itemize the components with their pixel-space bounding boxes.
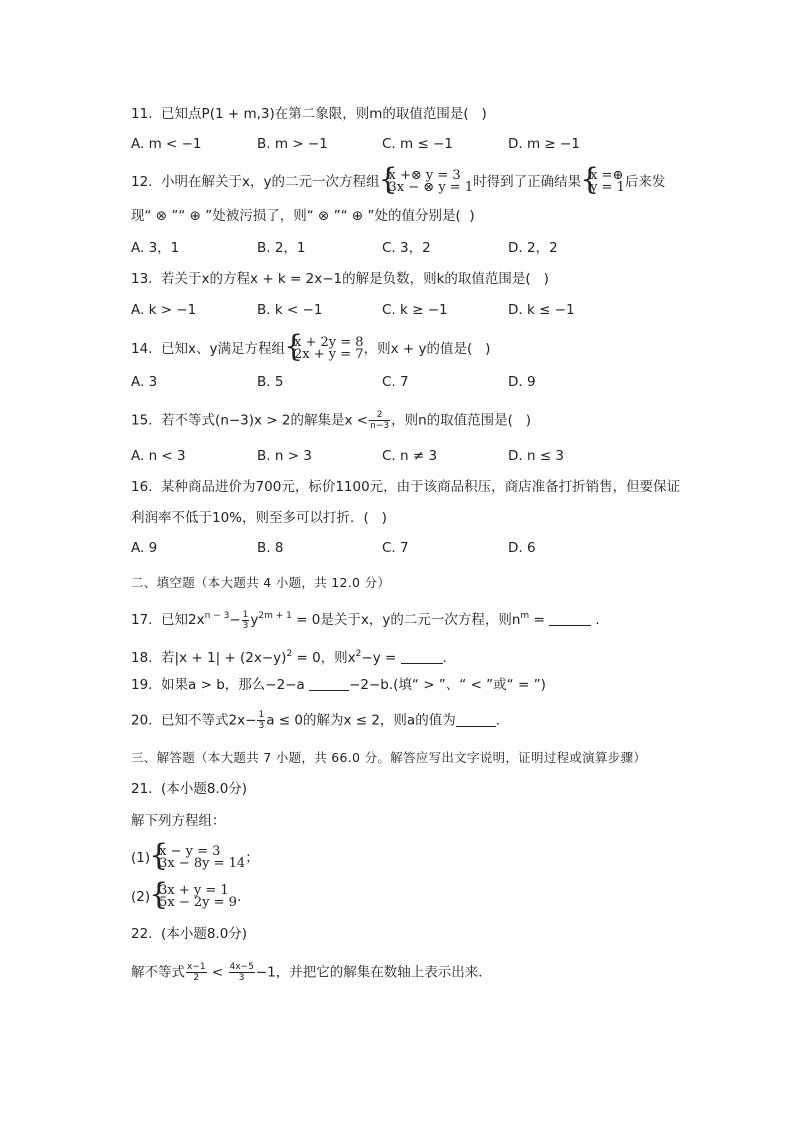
answer-blank[interactable] (549, 613, 591, 626)
question-19: 19. 如果a > b，那么−2−a −2−b.(填“ > ”、“ < ”或“ = ”) (131, 677, 546, 693)
option-c: C. m ≤ −1 (382, 136, 453, 152)
option-a: A. 3，1 (131, 240, 180, 256)
option-d: D. n ≤ 3 (508, 448, 565, 464)
question-13-options (131, 301, 651, 319)
question-13: 13. 若关于x的方程x + k = 2x−1的解是负数，则k的取值范围是( ) (131, 271, 549, 287)
fraction: $\frac{1}{3}$ (258, 710, 265, 731)
equation-system: { x − y = 3 3x − 8y = 14 (150, 846, 245, 870)
question-21-header: 21. (本小题8.0分) (131, 781, 248, 797)
question-16: 16. 某种商品进价为700元，标价1100元，由于该商品积压，商店准备打折销售，但要保证 (131, 479, 681, 495)
option-b: B. 2，1 (257, 240, 306, 256)
question-22-header: 22. (本小题8.0分) (131, 926, 248, 942)
option-d: D. 2，2 (508, 240, 558, 256)
fraction: $\frac{4x-5}{3}$ (229, 962, 254, 983)
question-12-options (131, 239, 651, 257)
section-heading-solutions: 三、解答题（本大题共 7 小题，共 66.0 分。解答应写出文字说明，证明过程或演算步骤） (131, 750, 647, 765)
fraction: $\frac{x-1}{2}$ (187, 962, 206, 983)
question-16-options (131, 539, 651, 557)
question-18: 18. 若$|x + 1| + (2x-y)^2 = 0$，则$x^2-y$ = ． (131, 649, 457, 666)
fraction: $\frac{1}{3}$ (242, 609, 249, 631)
option-c: C. 3，2 (382, 240, 431, 256)
answer-blank[interactable] (401, 651, 443, 664)
question-11-options (131, 135, 651, 153)
option-c: C. k ≥ −1 (382, 302, 448, 318)
question-21-part1: (1) { x − y = 3 3x − 8y = 14 ； (131, 846, 259, 870)
solution-system: { x =⊕ y = 1 (581, 170, 625, 194)
option-c: C. n ≠ 3 (382, 448, 438, 464)
question-16-line2: 利润率不低于10%，则至多可以打折．( ) (131, 510, 387, 526)
question-15: 15. 若不等式(n−3)x > 2的解集是x < $\frac{2}{n-3}$ ，则n的取值范围是( ) (131, 410, 532, 431)
question-22: 解不等式 $\frac{x-1}{2}$ < $\frac{4x-5}{3}$ −1，并把它的解集在数轴上表示出来． (131, 962, 492, 983)
option-b: B. 8 (257, 540, 284, 556)
question-17: 17. 已知$2x^{n - 3}-$ $\frac{1}{3}$ $y^{2m + 1} = 0$是关于x，y的二元一次方程，则$n^m$ = ． (131, 609, 609, 631)
option-d: D. k ≤ −1 (508, 302, 575, 318)
question-21-part2: (2) { 3x + y = 1 5x − 2y = 9 . (131, 885, 241, 909)
option-d: D. 6 (508, 540, 536, 556)
section-heading-fill-blank: 二、填空题（本大题共 4 小题，共 12.0 分） (131, 575, 391, 590)
option-b: B. m > −1 (257, 136, 328, 152)
option-b: B. 5 (257, 374, 284, 390)
option-a: A. 9 (131, 540, 158, 556)
option-a: A. k > −1 (131, 302, 197, 318)
question-21-intro: 解下列方程组： (131, 813, 226, 829)
option-d: D. m ≥ −1 (508, 136, 580, 152)
equation-system: { 3x + y = 1 5x − 2y = 9 (150, 885, 237, 909)
question-14-options (131, 373, 651, 391)
fraction: $\frac{2}{n-3}$ (370, 410, 390, 431)
question-20: 20. 已知不等式2x− $\frac{1}{3}$ a ≤ 0的解为x ≤ 2，则a的值为 ． (131, 710, 510, 731)
option-a: A. m < −1 (131, 136, 202, 152)
equation-system: { x +⊗ y = 3 3x − ⊗ y = 1 (380, 170, 474, 194)
option-d: D. 9 (508, 374, 536, 390)
answer-blank[interactable] (309, 678, 349, 691)
question-14: 14. 已知x、y满足方程组 { x + 2y = 8 2x + y = 7 ，则x + y的值是( ) (131, 337, 490, 361)
question-15-options (131, 447, 651, 465)
question-11: 11. 已知点P(1 + m,3)在第二象限，则m的取值范围是( ) (131, 106, 487, 122)
equation-system: { x + 2y = 8 2x + y = 7 (285, 337, 364, 361)
question-12: 12. 小明在解关于x，y的二元一次方程组 { x +⊗ y = 3 3x − ⊗ y = 1 时得到了正确结果 { x =⊕ y = 1 后来发 (131, 170, 665, 194)
option-b: B. n > 3 (257, 448, 312, 464)
option-b: B. k < −1 (257, 302, 323, 318)
answer-blank[interactable] (456, 714, 496, 727)
option-a: A. n < 3 (131, 448, 186, 464)
option-a: A. 3 (131, 374, 158, 390)
option-c: C. 7 (382, 374, 409, 390)
option-c: C. 7 (382, 540, 409, 556)
question-12-line2: 现“ ⊗ ”“ ⊕ ”处被污损了，则“ ⊗ ”“ ⊕ ”处的值分别是( ) (131, 208, 475, 224)
